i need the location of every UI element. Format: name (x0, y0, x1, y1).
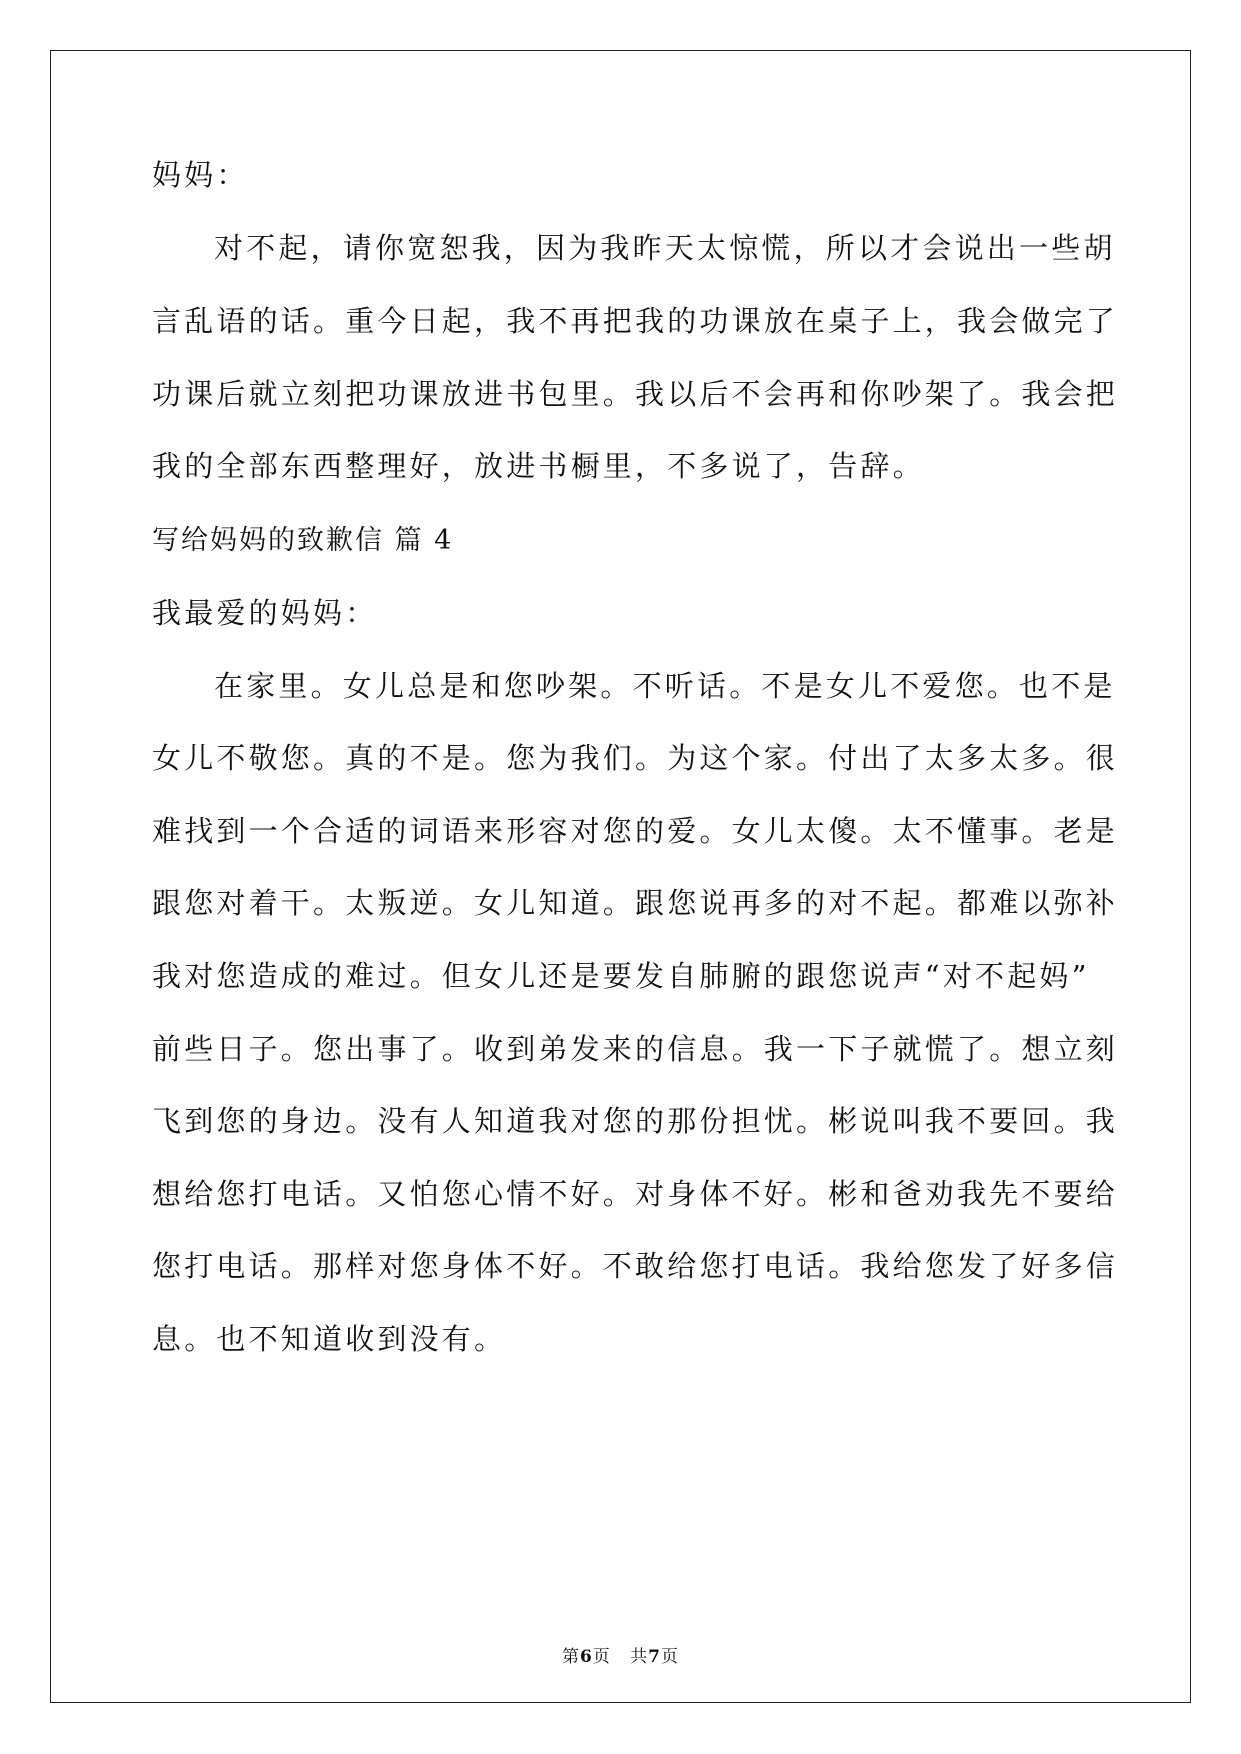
greeting-dearest-mom: 我最爱的妈妈： (152, 596, 378, 630)
footer-page-suffix: 页 (592, 1647, 611, 1667)
footer-total-suffix: 页 (660, 1647, 679, 1667)
paragraph-2-line-4: 跟您对着干。太叛逆。女儿知道。跟您说再多的对不起。都难以弥补 (152, 886, 1119, 920)
paragraph-2-line-1: 在家里。女儿总是和您吵架。不听话。不是女儿不爱您。也不是 (214, 669, 1116, 703)
section-heading: 写给妈妈的致歉信 篇 4 (152, 525, 454, 556)
paragraph-2-line-6: 前些日子。您出事了。收到弟发来的信息。我一下子就慌了。想立刻 (152, 1032, 1119, 1066)
page-border (50, 50, 1191, 1703)
paragraph-2-line-7: 飞到您的身边。没有人知道我对您的那份担忧。彬说叫我不要回。我 (152, 1104, 1119, 1138)
paragraph-2-line-3: 难找到一个合适的词语来形容对您的爱。女儿太傻。太不懂事。老是 (152, 814, 1119, 848)
paragraph-1-line-2: 言乱语的话。重今日起，我不再把我的功课放在桌子上，我会做完了 (152, 304, 1119, 338)
greeting-mom: 妈妈： (152, 158, 249, 192)
paragraph-1-line-3: 功课后就立刻把功课放进书包里。我以后不会再和你吵架了。我会把 (152, 377, 1119, 411)
paragraph-1-line-4: 我的全部东西整理好，放进书橱里，不多说了，告辞。 (152, 449, 925, 483)
total-pages-number: 7 (648, 1647, 661, 1667)
paragraph-2-line-8: 想给您打电话。又怕您心情不好。对身体不好。彬和爸劝我先不要给 (152, 1177, 1119, 1211)
footer-prefix: 第 (562, 1647, 581, 1667)
page-footer (0, 1646, 1241, 1668)
paragraph-2-line-5: 我对您造成的难过。但女儿还是要发自肺腑的跟您说声“对不起妈” (152, 959, 1090, 993)
footer-total-prefix: 共 (630, 1647, 649, 1667)
current-page-number: 6 (580, 1647, 593, 1667)
paragraph-2-line-2: 女儿不敬您。真的不是。您为我们。为这个家。付出了太多太多。很 (152, 741, 1119, 775)
paragraph-2-line-9: 您打电话。那样对您身体不好。不敢给您打电话。我给您发了好多信 (152, 1249, 1119, 1283)
paragraph-1-line-1: 对不起，请你宽恕我，因为我昨天太惊慌，所以才会说出一些胡 (214, 231, 1116, 265)
paragraph-2-line-10: 息。也不知道收到没有。 (152, 1322, 507, 1356)
